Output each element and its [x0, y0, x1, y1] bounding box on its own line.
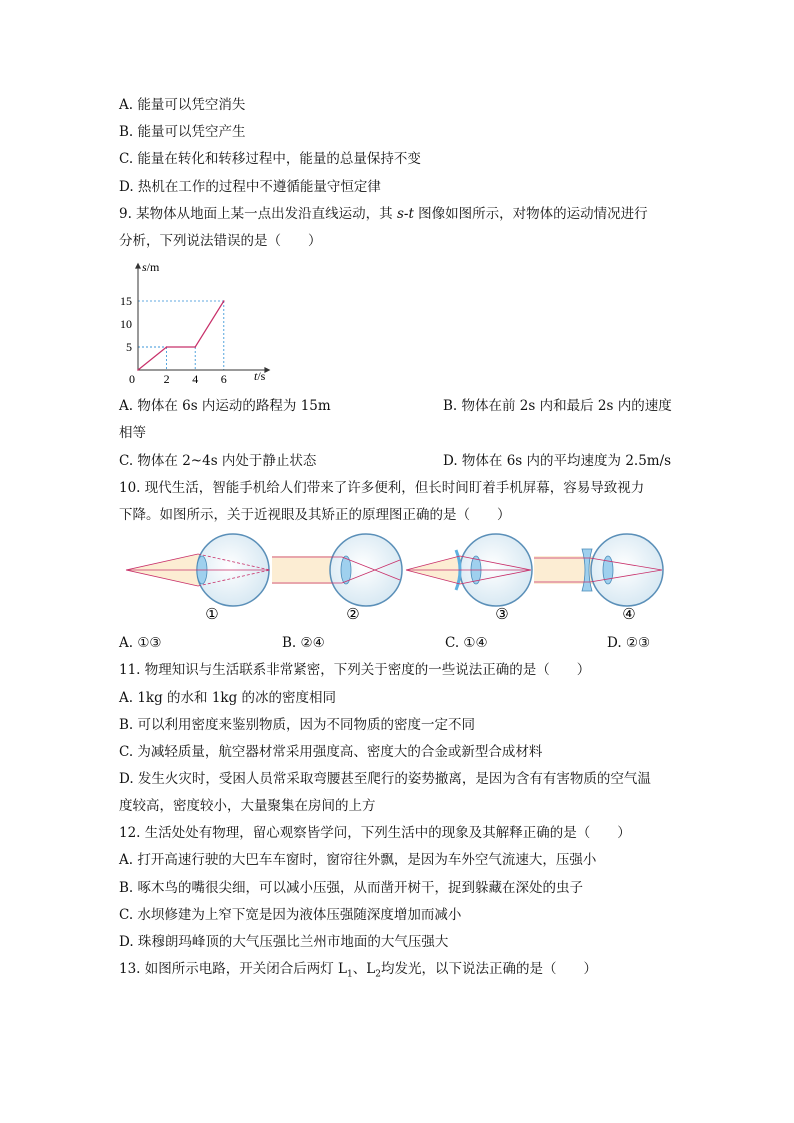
q12-option-c: C. 水坝修建为上窄下宽是因为液体压强随深度增加而减小 — [119, 907, 462, 923]
data-point — [137, 369, 139, 371]
q8-option-b: B. 能量可以凭空产生 — [119, 124, 246, 140]
q9-stem-st: s-t — [396, 206, 414, 222]
st-ylabel-unit: /m — [146, 260, 160, 274]
st-xlabel-var: t — [254, 369, 258, 383]
q9-option-b-cont: 相等 — [119, 425, 146, 441]
q13-stem-part: 13. 如图所示电路，开关闭合后两灯 L — [119, 961, 348, 977]
q13-stem-part: 均发光，以下说法正确的是（ ） — [380, 961, 597, 977]
q9-stem-line2: 分析，下列说法错误的是（ ） — [119, 233, 322, 249]
q11-option-b: B. 可以利用密度来鉴别物质，因为不同物质的密度一定不同 — [119, 717, 476, 733]
q9-option-b: B. 物体在前 2s 内和最后 2s 内的速度 — [443, 398, 672, 414]
q9-stem-part: 9. 某物体从地面上某一点出发沿直线运动，其 — [119, 206, 397, 222]
x-tick-label: 0 — [129, 372, 135, 386]
q13-stem-part: 、L — [352, 961, 376, 977]
y-tick-label: 15 — [120, 294, 132, 308]
q13-sub-2: 2 — [375, 969, 381, 980]
q9-stem-part: 图像如图所示，对物体的运动情况进行 — [413, 206, 648, 222]
series-line — [138, 301, 224, 370]
q8-option-a: A. 能量可以凭空消失 — [119, 97, 246, 113]
st-ticks — [120, 294, 227, 386]
q11-stem: 11. 物理知识与生活联系非常紧密，下列关于密度的一些说法正确的是（ ） — [119, 662, 591, 678]
eye-label-1: ① — [205, 607, 219, 623]
q12-stem: 12. 生活处处有物理，留心观察皆学问，下列生活中的现象及其解释正确的是（ ） — [119, 825, 631, 841]
eye-diagram-4 — [534, 534, 663, 606]
q9-stem — [119, 205, 648, 223]
q9-option-a: A. 物体在 6s 内运动的路程为 15m — [119, 398, 331, 414]
q10-option-c: C. ①④ — [445, 635, 488, 651]
q11-option-d: D. 发生火灾时，受困人员常采取弯腰甚至爬行的姿势撤离，是因为含有有害物质的空气温 — [119, 771, 651, 787]
x-tick-label: 6 — [220, 372, 227, 386]
eye-diagram-2 — [272, 534, 402, 606]
y-tick-label: 5 — [126, 340, 132, 354]
q9-option-c: C. 物体在 2~4s 内处于静止状态 — [119, 453, 317, 469]
x-tick-label: 4 — [192, 372, 199, 386]
q12-option-b: B. 啄木鸟的嘴很尖细，可以减小压强，从而凿开树干，捉到躲藏在深处的虫子 — [119, 880, 584, 896]
q10-option-b: B. ②④ — [282, 635, 325, 651]
q8-option-c: C. 能量在转化和转移过程中，能量的总量保持不变 — [119, 151, 421, 167]
q11-option-c: C. 为减轻质量，航空器材常采用强度高、密度大的合金或新型合成材料 — [119, 744, 543, 760]
data-point — [166, 346, 168, 348]
st-graph — [120, 255, 280, 390]
eye-diagram-1 — [126, 534, 270, 606]
q10-option-a: A. ①③ — [119, 635, 162, 651]
st-xlabel — [254, 369, 266, 383]
st-ylabel-var: s — [142, 260, 147, 274]
q9-option-d: D. 物体在 6s 内的平均速度为 2.5m/s — [443, 453, 672, 469]
eye-label-3: ③ — [495, 607, 509, 623]
q10-option-d: D. ②③ — [607, 635, 651, 651]
q12-option-a: A. 打开高速行驶的大巴车车窗时，窗帘往外飘，是因为车外空气流速大，压强小 — [119, 852, 597, 868]
q8-option-d: D. 热机在工作的过程中不遵循能量守恒定律 — [119, 179, 381, 195]
eye-label-2: ② — [346, 607, 360, 623]
st-xlabel-unit: /s — [257, 369, 266, 383]
y-tick-label: 10 — [120, 317, 132, 331]
eye-label-4: ④ — [622, 607, 636, 623]
q13-sub-1: 1 — [347, 969, 353, 980]
q10-stem-line1: 10. 现代生活，智能手机给人们带来了许多便利，但长时间盯着手机屏幕，容易导致视力 — [119, 480, 645, 496]
eye-diagrams — [120, 530, 680, 630]
y-axis-arrow — [135, 263, 141, 269]
data-point — [223, 300, 225, 302]
q12-option-d: D. 珠穆朗玛峰顶的大气压强比兰州市地面的大气压强大 — [119, 934, 449, 950]
q10-stem-line2: 下降。如图所示，关于近视眼及其矫正的原理图正确的是（ ） — [119, 507, 511, 523]
q13-stem — [119, 960, 597, 984]
x-tick-label: 2 — [163, 372, 170, 386]
eye-diagram-3 — [406, 534, 532, 606]
q11-option-d-cont: 度较高，密度较小，大量聚集在房间的上方 — [119, 798, 376, 814]
st-series — [137, 300, 224, 371]
st-ylabel — [142, 260, 160, 274]
data-point — [194, 346, 196, 348]
q11-option-a: A. 1kg 的水和 1kg 的冰的密度相同 — [119, 690, 337, 706]
